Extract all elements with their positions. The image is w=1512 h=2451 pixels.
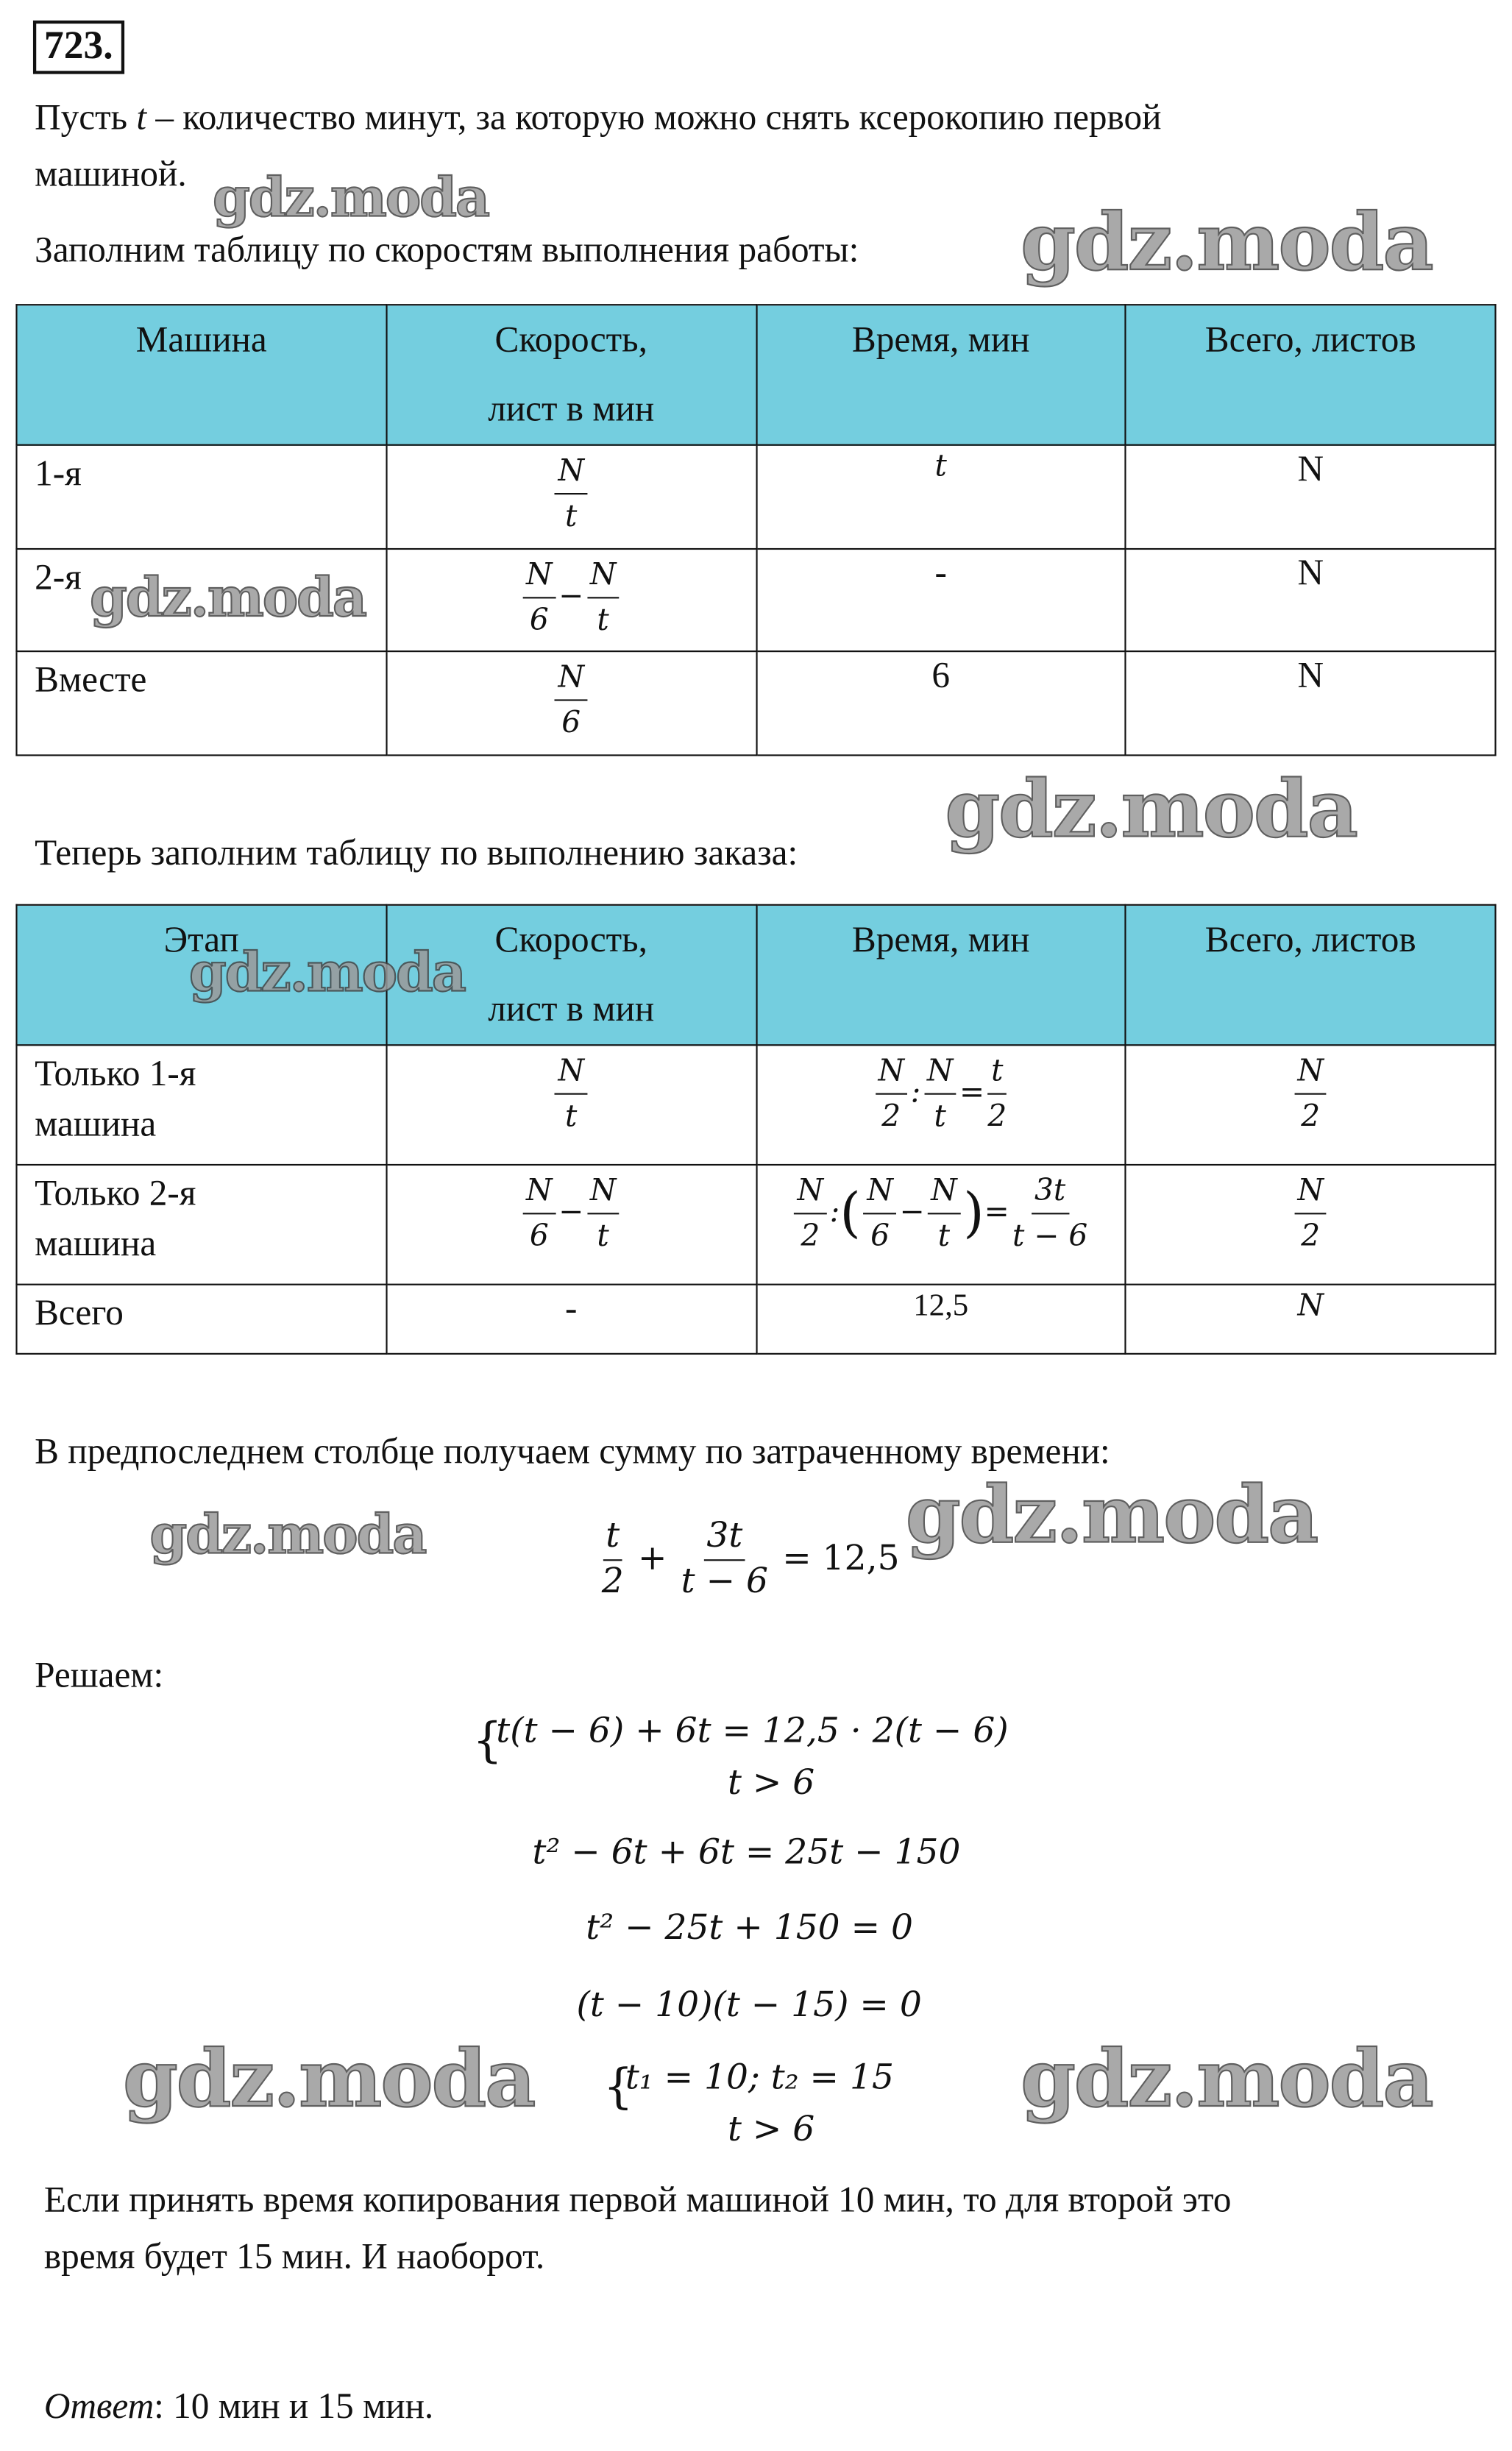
time-cell: $\frac{N}{2}$ :( $\frac{N}{6}$ − $\frac{N}{t}$ )= $\frac{3t}{t - 6}$ — [756, 1165, 1126, 1285]
system1-line2: t > 6 — [727, 1764, 815, 1803]
solve-label: Решаем: — [35, 1655, 164, 1695]
intro-line-1 — [35, 98, 1161, 139]
row-label: Всего — [16, 1285, 386, 1354]
header-total: Всего, листов — [1126, 305, 1496, 445]
time-cell: $\frac{N}{2}$ : $\frac{N}{t}$ = $\frac{t}{2}$ — [756, 1045, 1126, 1165]
total-cell: N — [1126, 651, 1496, 755]
speed-cell: $\frac{N}{6}$ — [386, 651, 756, 755]
watermark: gdz.moda — [1021, 2032, 1433, 2125]
header-speed-line1: Скорость, — [494, 319, 647, 360]
answer — [44, 2386, 433, 2427]
time-cell: t — [756, 445, 1126, 549]
row-label: 2-я — [16, 549, 386, 651]
system2-line2: t > 6 — [727, 2110, 815, 2150]
intro-text-a: Пусть — [35, 97, 137, 138]
speed-cell: $\frac{N}{6}$ − $\frac{N}{t}$ — [386, 549, 756, 651]
watermark: gdz.moda — [188, 942, 465, 1005]
intro-line-2: машиной. — [35, 154, 187, 194]
speed-cell: $\frac{N}{6}$ − $\frac{N}{t}$ — [386, 1165, 756, 1285]
intro-text-b: – количество минут, за которую можно снять ксерокопию первой — [146, 97, 1162, 138]
watermark: gdz.moda — [212, 166, 489, 230]
speed-cell: - — [386, 1285, 756, 1354]
row-label: Только 2-я машина — [16, 1165, 386, 1285]
problem-number: 723. — [33, 21, 124, 74]
system-brace: { — [472, 1713, 503, 1769]
time-cell: - — [756, 549, 1126, 651]
speed-cell: $\frac{N}{t}$ — [386, 445, 756, 549]
table-row — [16, 1165, 1495, 1285]
header-time: Время, мин — [756, 305, 1126, 445]
table-row — [16, 651, 1495, 755]
step-4: (t − 10)(t − 15) = 0 — [576, 1986, 922, 2026]
watermark: gdz.moda — [149, 1504, 426, 1567]
watermark: gdz.moda — [905, 1468, 1318, 1561]
speed-cell: $\frac{N}{t}$ — [386, 1045, 756, 1165]
time-cell: 6 — [756, 651, 1126, 755]
table1-caption: Заполним таблицу по скоростям выполнения работы: — [35, 230, 859, 270]
answer-text: : 10 мин и 15 мин. — [154, 2386, 434, 2426]
watermark: gdz.moda — [1021, 195, 1433, 288]
table-row — [16, 1285, 1495, 1354]
header-speed-line2: лист в мин — [488, 389, 655, 429]
step-3: t² − 25t + 150 = 0 — [586, 1909, 914, 1948]
row-label: Вместе — [16, 651, 386, 755]
table-row — [16, 445, 1495, 549]
table-row — [16, 1045, 1495, 1165]
header-time: Время, мин — [756, 905, 1126, 1046]
watermark: gdz.moda — [90, 567, 366, 631]
header-total: Всего, листов — [1126, 905, 1496, 1046]
answer-label: Ответ — [43, 2386, 155, 2426]
sum-equation: $\frac{t}{2}$ + $\frac{3t}{t - 6}$ = 12,5 — [598, 1515, 899, 1605]
total-cell: $\frac{N}{2}$ — [1126, 1045, 1496, 1165]
system-brace: { — [603, 2060, 633, 2115]
header-speed-line1: Скорость, — [494, 920, 647, 960]
watermark: gdz.moda — [122, 2032, 535, 2125]
table2-caption: Теперь заполним таблицу по выполнению заказа: — [35, 833, 798, 873]
row-label: Только 1-я машина — [16, 1045, 386, 1165]
system1-line1: t(t − 6) + 6t = 12,5 · 2(t − 6) — [496, 1712, 1009, 1752]
total-cell: $\frac{N}{2}$ — [1126, 1165, 1496, 1285]
row-label: 1-я — [16, 445, 386, 549]
header-stage: Этап — [16, 905, 386, 1046]
time-cell: 12,5 — [756, 1285, 1126, 1354]
var-t: t — [136, 97, 147, 138]
total-cell: N — [1126, 549, 1496, 651]
sum-caption: В предпоследнем столбце получаем сумму по затраченному времени: — [35, 1431, 1110, 1472]
watermark: gdz.moda — [945, 762, 1357, 856]
header-speed-line2: лист в мин — [488, 989, 655, 1029]
header-machine: Машина — [16, 305, 386, 445]
step-2: t² − 6t + 6t = 25t − 150 — [532, 1833, 961, 1873]
conclusion-line-1: Если принять время копирования первой машиной 10 мин, то для второй это — [43, 2179, 1232, 2220]
total-cell: N — [1126, 445, 1496, 549]
speed-table — [15, 304, 1496, 756]
total-cell: N — [1126, 1285, 1496, 1354]
conclusion-line-2: время будет 15 мин. И наоборот. — [43, 2236, 545, 2277]
system2-line1: t₁ = 10; t₂ = 15 — [625, 2058, 894, 2099]
header-speed — [386, 305, 756, 445]
